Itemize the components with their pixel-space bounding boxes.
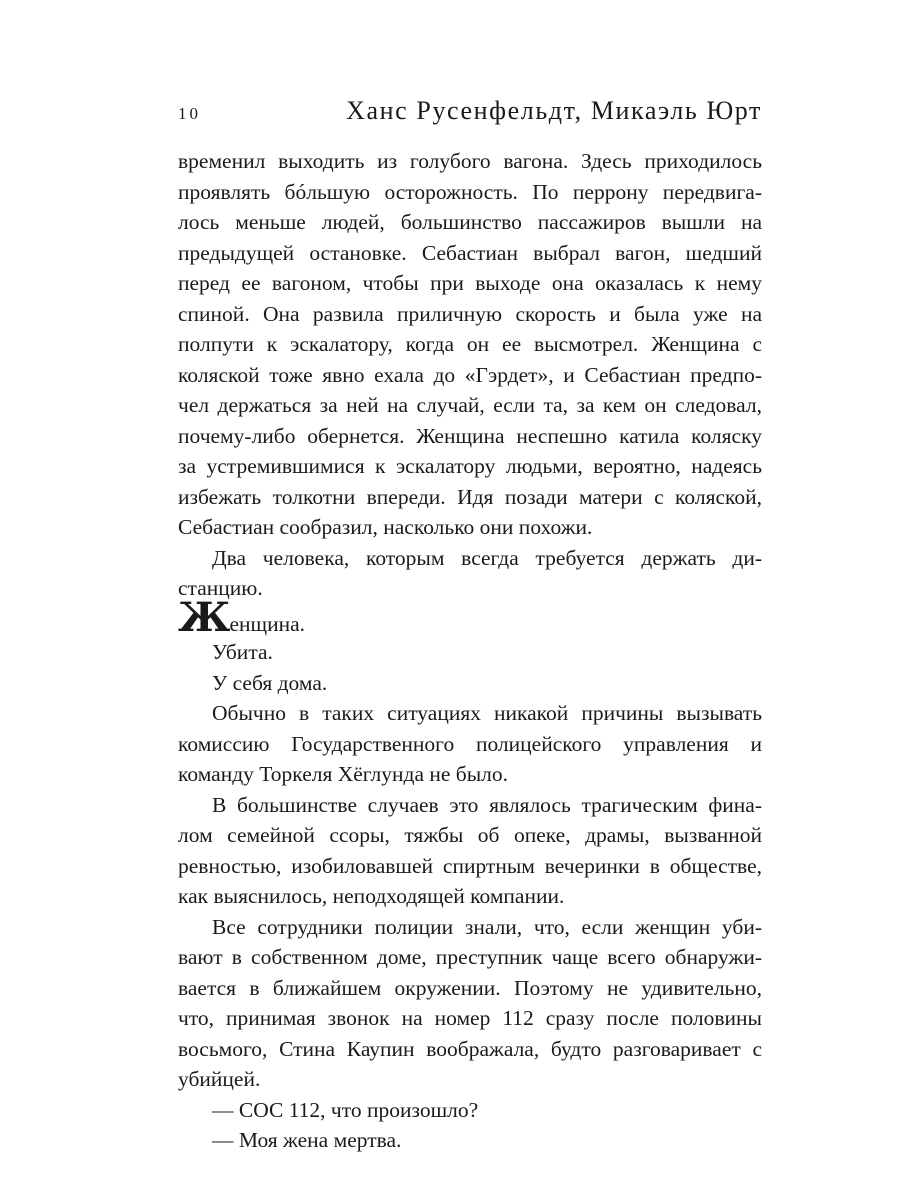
text-line: проявлять бóльшую осторожность. По перрону передвига- [178, 179, 762, 204]
text-line-dropcap [178, 594, 762, 641]
text-line: что, принимая звонок на номер 112 сразу после половины [178, 1006, 762, 1030]
text-line: вается в ближайшем окружении. Поэтому не удивительно, [178, 975, 762, 1000]
text-line: избежать толкотни впереди. Идя позади матери с коляской, [178, 484, 762, 509]
text-line: лом семейной ссоры, тяжбы об опеке, драмы, вызванной [178, 823, 762, 847]
running-title-authors: Ханс Русенфельдт, Микаэль Юрт [346, 96, 762, 125]
text-line: временил выходить из голубого вагона. Здесь приходилось [178, 149, 762, 173]
text-line: Все сотрудники полиции знали, что, если женщин уби- [212, 914, 762, 939]
text-line: — СОС 112, что произошло? [212, 1097, 479, 1122]
text-line: Два человека, которым всегда требуется держать ди- [212, 545, 762, 570]
text-line: как выяснилось, неподходящей компании. [178, 884, 565, 908]
text-line: станцию. [178, 576, 263, 600]
first-line-rest: енщина. [229, 612, 306, 636]
text-line: лось меньше людей, большинство пассажиров вышли на [178, 210, 762, 234]
text-line: У себя дома. [212, 670, 328, 695]
text-line: комиссию Государственного полицейского управления и [178, 731, 762, 756]
text-block-continuation [178, 146, 762, 604]
text-line: В большинстве случаев это являлось трагическим фина- [212, 792, 762, 817]
text-line: предыдущей остановке. Себастиан выбрал вагон, шедший [178, 240, 762, 265]
text-line: перед ее вагоном, чтобы при выходе она оказалась к нему [178, 271, 762, 295]
text-line: за устремившимися к эскалатору людьми, вероятно, надеясь [178, 454, 762, 478]
text-line: спиной. Она развила приличную скорость и была уже на [178, 301, 762, 326]
text-line: ревностью, изобиловавшей спиртным вечеринки в обществе, [178, 853, 762, 878]
page-number: 10 [178, 104, 201, 123]
text-line: Обычно в таких ситуациях никакой причины вызывать [212, 701, 762, 725]
text-block-new-section [178, 594, 762, 1156]
text-line: коляской тоже явно ехала до «Гэрдет», и Себастиан предпо- [178, 362, 762, 387]
text-line: полпути к эскалатору, когда он ее высмотрел. Женщина с [178, 332, 762, 356]
text-line: почему-либо обернется. Женщина неспешно катила коляску [178, 423, 762, 448]
text-line: — Моя жена мертва. [212, 1128, 402, 1152]
text-line: Убита. [212, 640, 273, 664]
text-line: восьмого, Стина Каупин воображала, будто разговаривает с [178, 1036, 762, 1061]
text-line: Себастиан сообразил, насколько они похожи. [178, 515, 593, 539]
running-head [178, 96, 762, 130]
drop-cap-letter: Ж [178, 594, 230, 641]
text-line: вают в собственном доме, преступник чаще всего обнаружи- [178, 945, 762, 969]
text-line: чел держаться за ней на случай, если та, за кем он следовал, [178, 393, 762, 417]
text-line: убийцей. [178, 1067, 261, 1091]
text-line: команду Торкеля Хёглунда не было. [178, 762, 509, 786]
